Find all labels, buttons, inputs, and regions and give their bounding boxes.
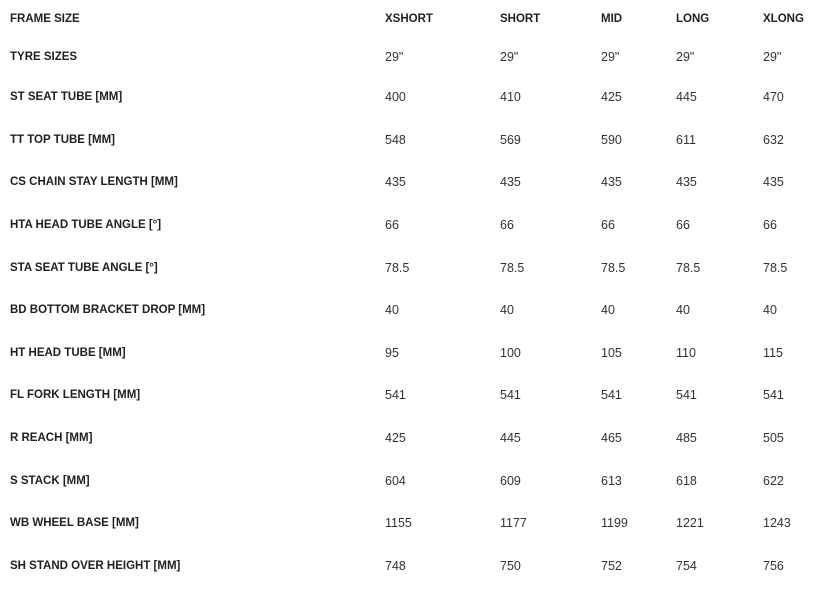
row-value: 40 [763,303,777,318]
row-value: 78.5 [500,260,525,275]
row-value: 400 [385,90,406,105]
row-value: 29" [763,50,782,64]
row-label: S STACK [MM] [10,474,90,487]
row-value: 29" [676,50,695,64]
row-value: 435 [763,175,784,190]
row-value: 66 [763,218,777,233]
row-value: 541 [500,388,521,403]
row-value: 29" [601,50,620,64]
row-value: 750 [500,558,521,573]
row-label: SH STAND OVER HEIGHT [MM] [10,559,181,572]
row-value: 435 [601,175,622,190]
table-row [0,161,827,204]
row-value: 78.5 [385,260,410,275]
row-value: 541 [385,388,406,403]
row-value: 425 [385,431,406,446]
row-value: 78.5 [763,260,788,275]
row-label: HT HEAD TUBE [MM] [10,346,126,359]
row-value: 110 [676,345,696,360]
table-row [0,119,827,162]
row-value: 40 [676,303,690,318]
row-label: FL FORK LENGTH [MM] [10,389,141,402]
row-value: 590 [601,132,622,147]
table-header-row [0,0,827,38]
row-value: 66 [676,218,690,233]
row-value: 541 [763,388,784,403]
row-value: 618 [676,473,697,488]
row-value: 445 [676,90,697,105]
row-value: 29" [385,50,404,64]
row-value: 425 [601,90,622,105]
row-value: 435 [385,175,406,190]
row-value: 100 [500,345,521,360]
table-row [0,417,827,460]
table-row [0,246,827,289]
table-body [0,38,827,587]
row-value: 1177 [500,516,527,531]
row-value: 410 [500,90,521,105]
row-value: 465 [601,431,622,446]
header-size-mid: MID [601,13,623,25]
row-value: 541 [676,388,697,403]
header-size-xshort: XSHORT [385,13,433,25]
row-value: 435 [500,175,521,190]
row-label: HTA HEAD TUBE ANGLE [°] [10,219,162,232]
row-value: 485 [676,431,697,446]
row-value: 66 [601,218,615,233]
row-value: 66 [385,218,399,233]
table-row [0,459,827,502]
row-label: TT TOP TUBE [MM] [10,133,115,146]
row-value: 29" [500,50,519,64]
row-value: 435 [676,175,697,190]
row-value: 470 [763,90,784,105]
row-label: R REACH [MM] [10,432,93,445]
row-label: WB WHEEL BASE [MM] [10,517,139,530]
row-label: CS CHAIN STAY LENGTH [MM] [10,176,178,189]
row-value: 40 [500,303,514,318]
row-value: 40 [385,303,399,318]
row-value: 40 [601,303,615,318]
row-value: 78.5 [601,260,626,275]
row-value: 95 [385,345,399,360]
row-value: 613 [601,473,622,488]
row-value: 752 [601,558,622,573]
row-value: 541 [601,388,622,403]
header-frame-size: FRAME SIZE [10,13,80,25]
row-value: 622 [763,473,784,488]
row-label: ST SEAT TUBE [MM] [10,91,123,104]
row-label: BD BOTTOM BRACKET DROP [MM] [10,304,206,317]
row-value: 569 [500,132,521,147]
row-value: 505 [763,431,784,446]
table-row [0,545,827,588]
table-row [0,332,827,375]
table-row [0,289,827,332]
row-value: 609 [500,473,521,488]
row-value: 1155 [385,516,412,531]
table-row [0,204,827,247]
row-value: 754 [676,558,697,573]
row-value: 115 [763,345,783,360]
header-size-long: LONG [676,13,710,25]
row-label: STA SEAT TUBE ANGLE [°] [10,261,158,274]
row-value: 632 [763,132,784,147]
row-value: 1243 [763,516,791,531]
table-row [0,502,827,545]
row-value: 105 [601,345,622,360]
row-value: 66 [500,218,514,233]
row-value: 1199 [601,516,628,531]
row-label: TYRE SIZES [10,51,78,63]
table-row [0,374,827,417]
row-value: 548 [385,132,406,147]
row-value: 445 [500,431,521,446]
table-row [0,38,827,76]
header-size-xlong: XLONG [763,13,804,25]
header-size-short: SHORT [500,13,541,25]
row-value: 1221 [676,516,704,531]
row-value: 748 [385,558,406,573]
row-value: 78.5 [676,260,701,275]
row-value: 604 [385,473,406,488]
row-value: 756 [763,558,784,573]
row-value: 611 [676,132,696,147]
table-row [0,76,827,119]
